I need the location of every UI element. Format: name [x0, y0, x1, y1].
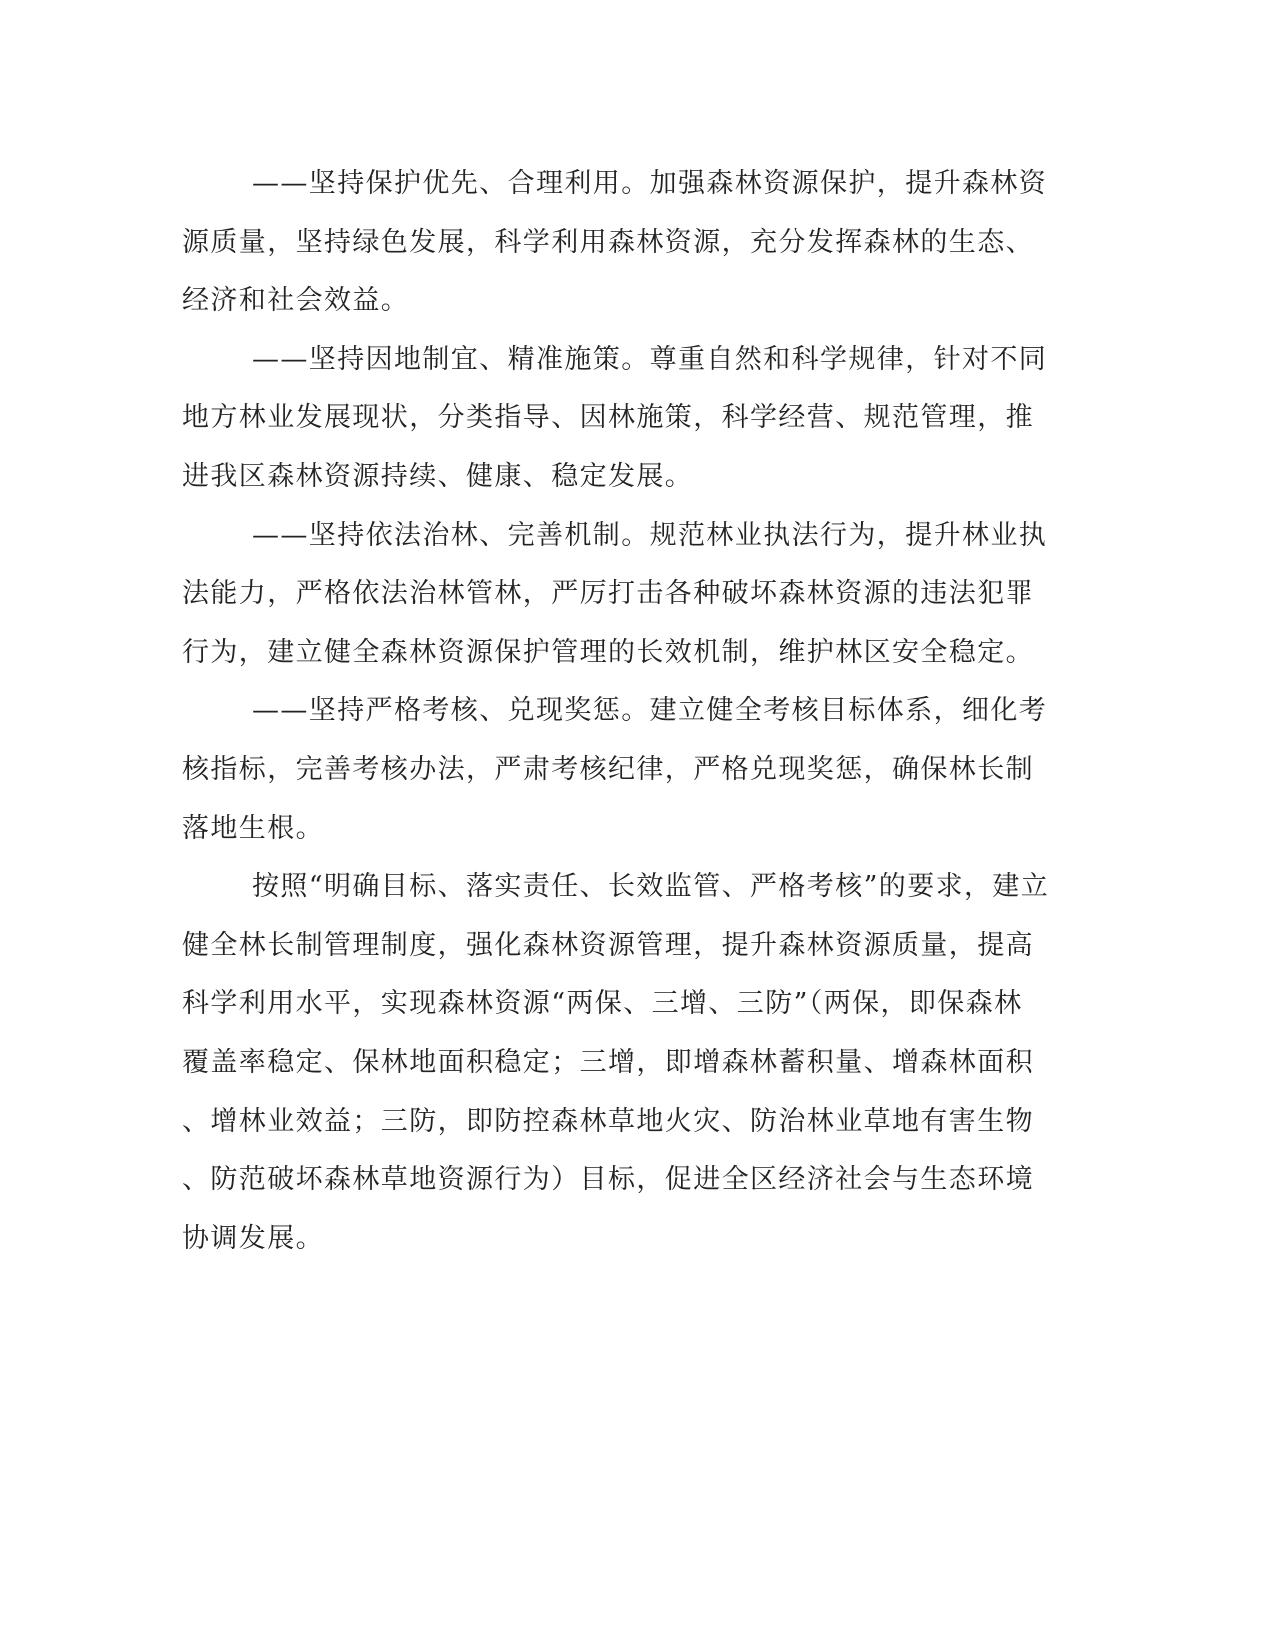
text-line: 行为，建立健全森林资源保护管理的长效机制，维护林区安全稳定。: [182, 636, 1034, 668]
text-line: 协调发展。: [182, 1222, 324, 1254]
document-body: [182, 155, 1050, 1268]
text-line: ——坚持严格考核、兑现奖惩。建立健全考核目标体系，细化考: [252, 695, 1048, 727]
text-line: 按照“明确目标、落实责任、长效监管、严格考核”的要求，建立: [252, 871, 1050, 903]
text-line: ——坚持依法治林、完善机制。规范林业执法行为，提升林业执: [252, 519, 1048, 551]
text-line: 源质量，坚持绿色发展，科学利用森林资源，充分发挥森林的生态、: [182, 226, 1034, 258]
text-line: 、防范破坏森林草地资源行为）目标，促进全区经济社会与生态环境: [182, 1164, 1034, 1196]
paragraph-rule-of-law: [182, 507, 1048, 683]
text-line: 核指标，完善考核办法，严肃考核纪律，严格兑现奖惩，确保林长制: [182, 753, 1034, 785]
text-line: 、增林业效益；三防，即防控森林草地火灾、防治林业草地有害生物: [182, 1105, 1034, 1137]
text-line: 进我区森林资源持续、健康、稳定发展。: [182, 460, 694, 492]
paragraph-protection-first: [182, 155, 1048, 331]
paragraph-objectives: [182, 858, 1050, 1268]
text-line: 落地生根。: [182, 812, 324, 844]
paragraph-local-conditions: [182, 331, 1048, 507]
text-line: ——坚持保护优先、合理利用。加强森林资源保护，提升森林资: [252, 168, 1048, 199]
text-line: 地方林业发展现状，分类指导、因林施策，科学经营、规范管理，推: [182, 402, 1034, 434]
paragraph-assessment: [182, 682, 1048, 858]
text-line: 覆盖率稳定、保林地面积稳定；三增，即增森林蓄积量、增森林面积: [182, 1046, 1034, 1078]
text-line: 经济和社会效益。: [182, 285, 410, 317]
text-line: 法能力，严格依法治林管林，严厉打击各种破坏森林资源的违法犯罪: [182, 578, 1034, 610]
text-line: 健全林长制管理制度，强化森林资源管理，提升森林资源质量，提高: [182, 929, 1034, 961]
text-line: ——坚持因地制宜、精准施策。尊重自然和科学规律，针对不同: [252, 343, 1048, 375]
text-line: 科学利用水平，实现森林资源“两保、三增、三防”（两保，即保森林: [182, 988, 1023, 1020]
